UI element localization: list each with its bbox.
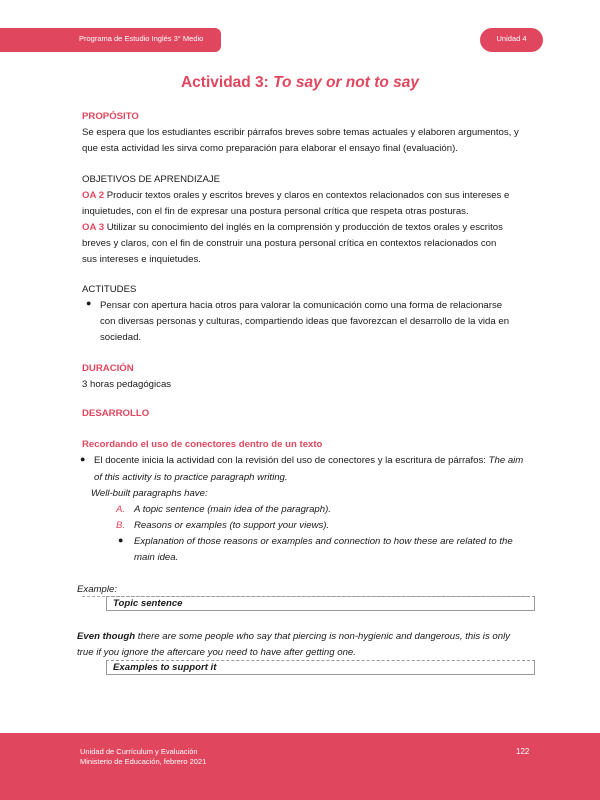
actitudes-line-1: Pensar con apertura hacia otros para valorar la comunicación como una forma de relacionarse — [100, 300, 503, 311]
page-number: 122 — [516, 747, 530, 756]
example-sentence-line-1 — [77, 629, 510, 645]
item-b-marker: B. — [116, 520, 126, 531]
oa3-line-2: breves y claros, con el fin de construir una postura personal crítica en contextos relacionados con — [82, 238, 497, 249]
oa3-line-1 — [82, 220, 503, 236]
actitudes-line-2: con diversas personas y culturas, compartiendo ideas que favorezcan el desarrollo de la vida en — [100, 316, 510, 327]
oa3-text-1: Utilizar su conocimiento del inglés en la comprensión y producción de textos orales y escritos — [104, 222, 503, 233]
oa2-code: OA 2 — [82, 190, 105, 201]
header-unit-badge — [480, 28, 543, 52]
oa3-code: OA 3 — [82, 222, 105, 233]
topic-sentence-box: Topic sentence — [106, 596, 535, 611]
oa2-line-1 — [82, 188, 509, 204]
footer-ministry: Ministerio de Educación, febrero 2021 — [80, 757, 207, 766]
desarrollo-heading: DESARROLLO — [82, 408, 150, 419]
header-unit-text: Unidad 4 — [496, 34, 527, 43]
proposito-line-2: que esta actividad les sirva como preparación para elaborar el ensayo final (evaluación). — [82, 143, 458, 154]
wellbuilt-label: Well-built paragraphs have: — [91, 488, 208, 499]
actitudes-heading: ACTITUDES — [82, 284, 137, 295]
oa2-text-1: Producir textos orales y escritos breves y claros en contextos relacionados con sus intereses e — [104, 190, 510, 201]
example-sentence-text-1: there are some people who say that piercing is non-hygienic and dangerous, this is only — [135, 631, 511, 642]
intro-bullet-icon: ● — [80, 454, 86, 464]
intro-text-1-italic: The aim — [488, 455, 524, 466]
intro-text-1: El docente inicia la actividad con la revisión del uso de conectores y la escritura de párrafos: — [94, 455, 489, 466]
desarrollo-subheading: Recordando el uso de conectores dentro de un texto — [82, 439, 323, 450]
oa2-line-2: inquietudes, con el fin de expresar una postura personal crítica que respeta otras posturas. — [82, 206, 469, 217]
example-connector: Even though — [77, 631, 136, 642]
item-c-bullet-icon: ● — [118, 535, 124, 545]
header-program-bar — [0, 28, 221, 52]
oa3-line-3: sus intereses e inquietudes. — [82, 254, 201, 265]
actitudes-line-3: sociedad. — [100, 332, 142, 343]
item-c-line-1: Explanation of those reasons or examples and connection to how these are related to the — [134, 536, 513, 547]
item-c-line-2: main idea. — [134, 552, 179, 563]
activity-title-prefix: Actividad 3: — [180, 74, 274, 91]
page-footer — [0, 733, 600, 800]
item-a-text: A topic sentence (main idea of the paragraph). — [134, 504, 331, 515]
intro-line-2: of this activity is to practice paragraph writing. — [94, 472, 288, 483]
item-b-text: Reasons or examples (to support your views). — [134, 520, 330, 531]
example-label: Example: — [77, 584, 117, 595]
examples-support-box: Examples to support it — [106, 660, 535, 675]
duracion-heading: DURACIÓN — [82, 363, 134, 374]
example-sentence-line-2: true if you ignore the aftercare you need to have after getting one. — [77, 647, 356, 658]
item-a-marker: A. — [116, 504, 126, 515]
activity-title-italic: To say or not to say — [273, 74, 419, 91]
actitudes-bullet-icon: ● — [86, 298, 92, 308]
activity-title — [0, 74, 600, 92]
objetivos-heading: OBJETIVOS DE APRENDIZAJE — [82, 174, 221, 185]
header-program-text: Programa de Estudio Inglés 3° Medio — [79, 34, 204, 43]
proposito-heading: PROPÓSITO — [82, 111, 139, 122]
duracion-value: 3 horas pedagógicas — [82, 379, 172, 390]
proposito-line-1: Se espera que los estudiantes escribir párrafos breves sobre temas actuales y elaboren argumentos, y — [82, 127, 519, 138]
intro-line-1 — [94, 453, 523, 469]
footer-unit: Unidad de Currículum y Evaluación — [80, 747, 198, 756]
